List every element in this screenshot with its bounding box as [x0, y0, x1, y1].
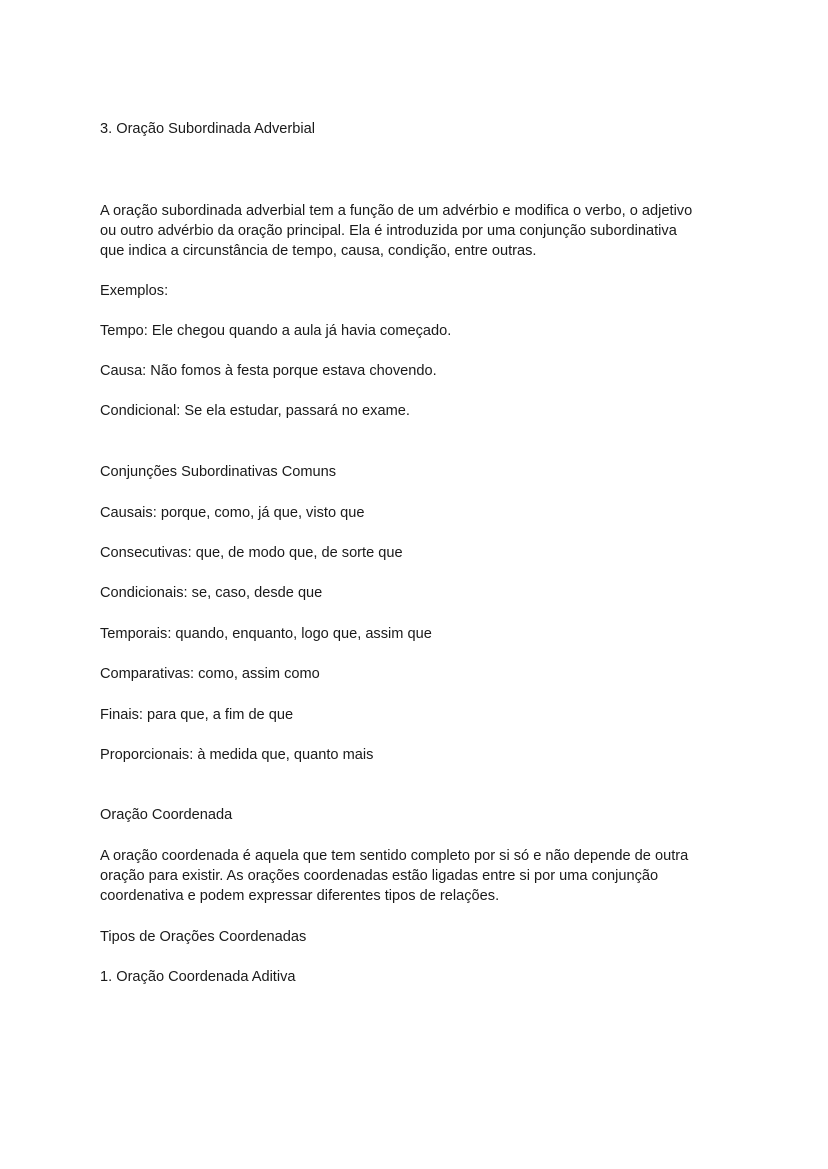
conjunction-item: Proporcionais: à medida que, quanto mais — [100, 747, 374, 763]
paragraph-line: ou outro advérbio da oração principal. Ela é introduzida por uma conjunção subordinativa — [100, 223, 677, 239]
conjunction-item: Temporais: quando, enquanto, logo que, assim que — [100, 626, 432, 642]
section-title: 3. Oração Subordinada Adverbial — [100, 121, 315, 137]
conjunction-item: Finais: para que, a fim de que — [100, 707, 294, 723]
paragraph-line: oração para existir. As orações coordenadas estão ligadas entre si por uma conjunção — [100, 868, 659, 884]
conjunction-item: Condicionais: se, caso, desde que — [100, 585, 323, 601]
types-heading: Tipos de Orações Coordenadas — [100, 929, 307, 945]
conjunction-item: Causais: porque, como, já que, visto que — [100, 505, 365, 521]
first-type-heading: 1. Oração Coordenada Aditiva — [100, 969, 296, 985]
paragraph-line: coordenativa e podem expressar diferentes tipos de relações. — [100, 888, 500, 904]
conjunctions-heading: Conjunções Subordinativas Comuns — [100, 464, 337, 480]
paragraph-line: A oração coordenada é aquela que tem sentido completo por si só e não depende de outra — [100, 848, 689, 864]
paragraph-line: que indica a circunstância de tempo, causa, condição, entre outras. — [100, 243, 537, 259]
paragraph-line: A oração subordinada adverbial tem a função de um advérbio e modifica o verbo, o adjetivo — [100, 203, 693, 219]
conjunction-item: Comparativas: como, assim como — [100, 666, 320, 682]
example-item: Causa: Não fomos à festa porque estava chovendo. — [100, 363, 437, 379]
examples-label: Exemplos: — [100, 283, 169, 299]
conjunction-item: Consecutivas: que, de modo que, de sorte que — [100, 545, 403, 561]
coordinate-heading: Oração Coordenada — [100, 807, 233, 823]
example-item: Tempo: Ele chegou quando a aula já havia começado. — [100, 323, 452, 339]
example-item: Condicional: Se ela estudar, passará no exame. — [100, 403, 410, 419]
